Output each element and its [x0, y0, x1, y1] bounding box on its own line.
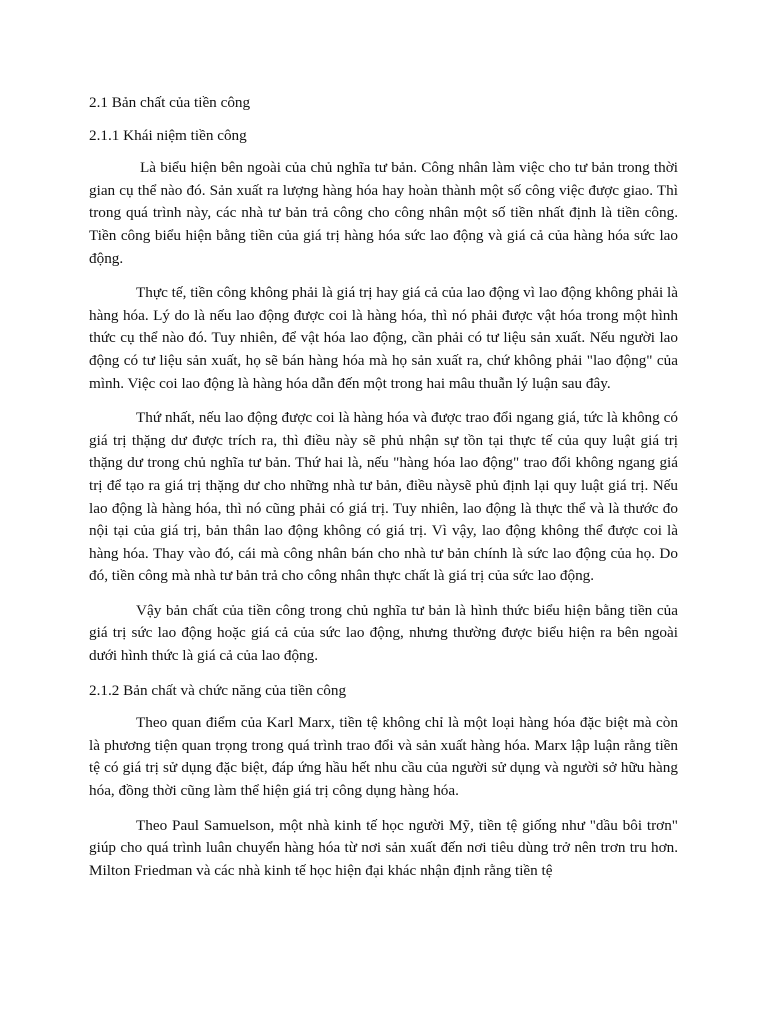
paragraph: Vậy bản chất của tiền công trong chủ nghĩa tư bản là hình thức biểu hiện bằng tiền của giá trị sức lao động hoặc giá cả của sức lao động, nhưng thường được biểu hiện ra bên ngoài dưới hình thức là giá cả của lao động. [89, 601, 678, 665]
paragraph: Thực tế, tiền công không phải là giá trị hay giá cả của lao động vì lao động không phải là hàng hóa. Lý do là nếu lao động được coi là hàng hóa, thì nó phải được vật hóa trong một hình thức cụ thể nào đó. Tuy nhiên, để vật hóa lao động, cần phải có tư liệu sản xuất. Nếu người lao động có tư liệu sản xuất, họ sẽ bán hàng hóa mà họ sản xuất ra, chứ không phải "lao động" của mình. Việc coi lao động là hàng hóa dẫn đến một trong hai mâu thuẫn lý luận sau đây. [89, 284, 678, 392]
paragraph: Thứ nhất, nếu lao động được coi là hàng hóa và được trao đổi ngang giá, tức là không có giá trị thặng dư được trích ra, thì điều này sẽ phủ nhận sự tồn tại thực tế của quy luật giá trị thặng dư trong chủ nghĩa tư bản. Thứ hai là, nếu "hàng hóa lao động" trao đổi không ngang giá trị để tạo ra giá trị thặng dư cho những nhà tư bản, điều nàysẽ phủ định lại quy luật giá trị. Nếu lao động là hàng hóa, thì nó cũng phải có giá trị. Tuy nhiên, lao động là thực thể và là thước đo nội tại của giá trị, bản thân lao động không có giá trị. Vì vậy, lao động không thể được coi là hàng hóa. Thay vào đó, cái mà công nhân bán cho nhà tư bản chính là sức lao động của họ. Do đó, tiền công mà nhà tư bản trả cho công nhân thực chất là giá trị của sức lao động. [89, 409, 678, 585]
document-body [89, 92, 678, 894]
paragraph: Theo Paul Samuelson, một nhà kinh tế học người Mỹ, tiền tệ giống như "dầu bôi trơn" giúp cho quá trình luân chuyển hàng hóa từ nơi sản xuất đến nơi tiêu dùng trở nên trơn tru hơn. Milton Friedman và các nhà kinh tế học hiện đại khác nhận định rằng tiền tệ [89, 816, 678, 879]
paragraph: Theo quan điểm của Karl Marx, tiền tệ không chỉ là một loại hàng hóa đặc biệt mà còn là phương tiện quan trọng trong quá trình trao đổi và sản xuất hàng hóa. Marx lập luận rằng tiền tệ có giá trị sử dụng đặc biệt, đáp ứng hầu hết nhu cầu của người sử dụng và người sở hữu hàng hóa, đồng thời cũng làm thể hiện giá trị công dụng hàng hóa. [89, 714, 678, 800]
subsection-heading-2: 2.1.2 Bản chất và chức năng của tiền công [89, 681, 347, 699]
section-heading: 2.1 Bản chất của tiền công [89, 94, 251, 111]
subsection-heading-1: 2.1.1 Khái niệm tiền công [89, 126, 247, 144]
paragraph: Là biểu hiện bên ngoài của chủ nghĩa tư bản. Công nhân làm việc cho tư bản trong thời gian cụ thể nào đó. Sản xuất ra lượng hàng hóa hay hoàn thành một số công việc được giao. Thì trong quá trình này, các nhà tư bản trả công cho công nhân một số tiền nhất định là tiền công. Tiền công biểu hiện bằng tiền của giá trị hàng hóa sức lao động và giá cả của hàng hóa sức lao động. [89, 159, 678, 267]
